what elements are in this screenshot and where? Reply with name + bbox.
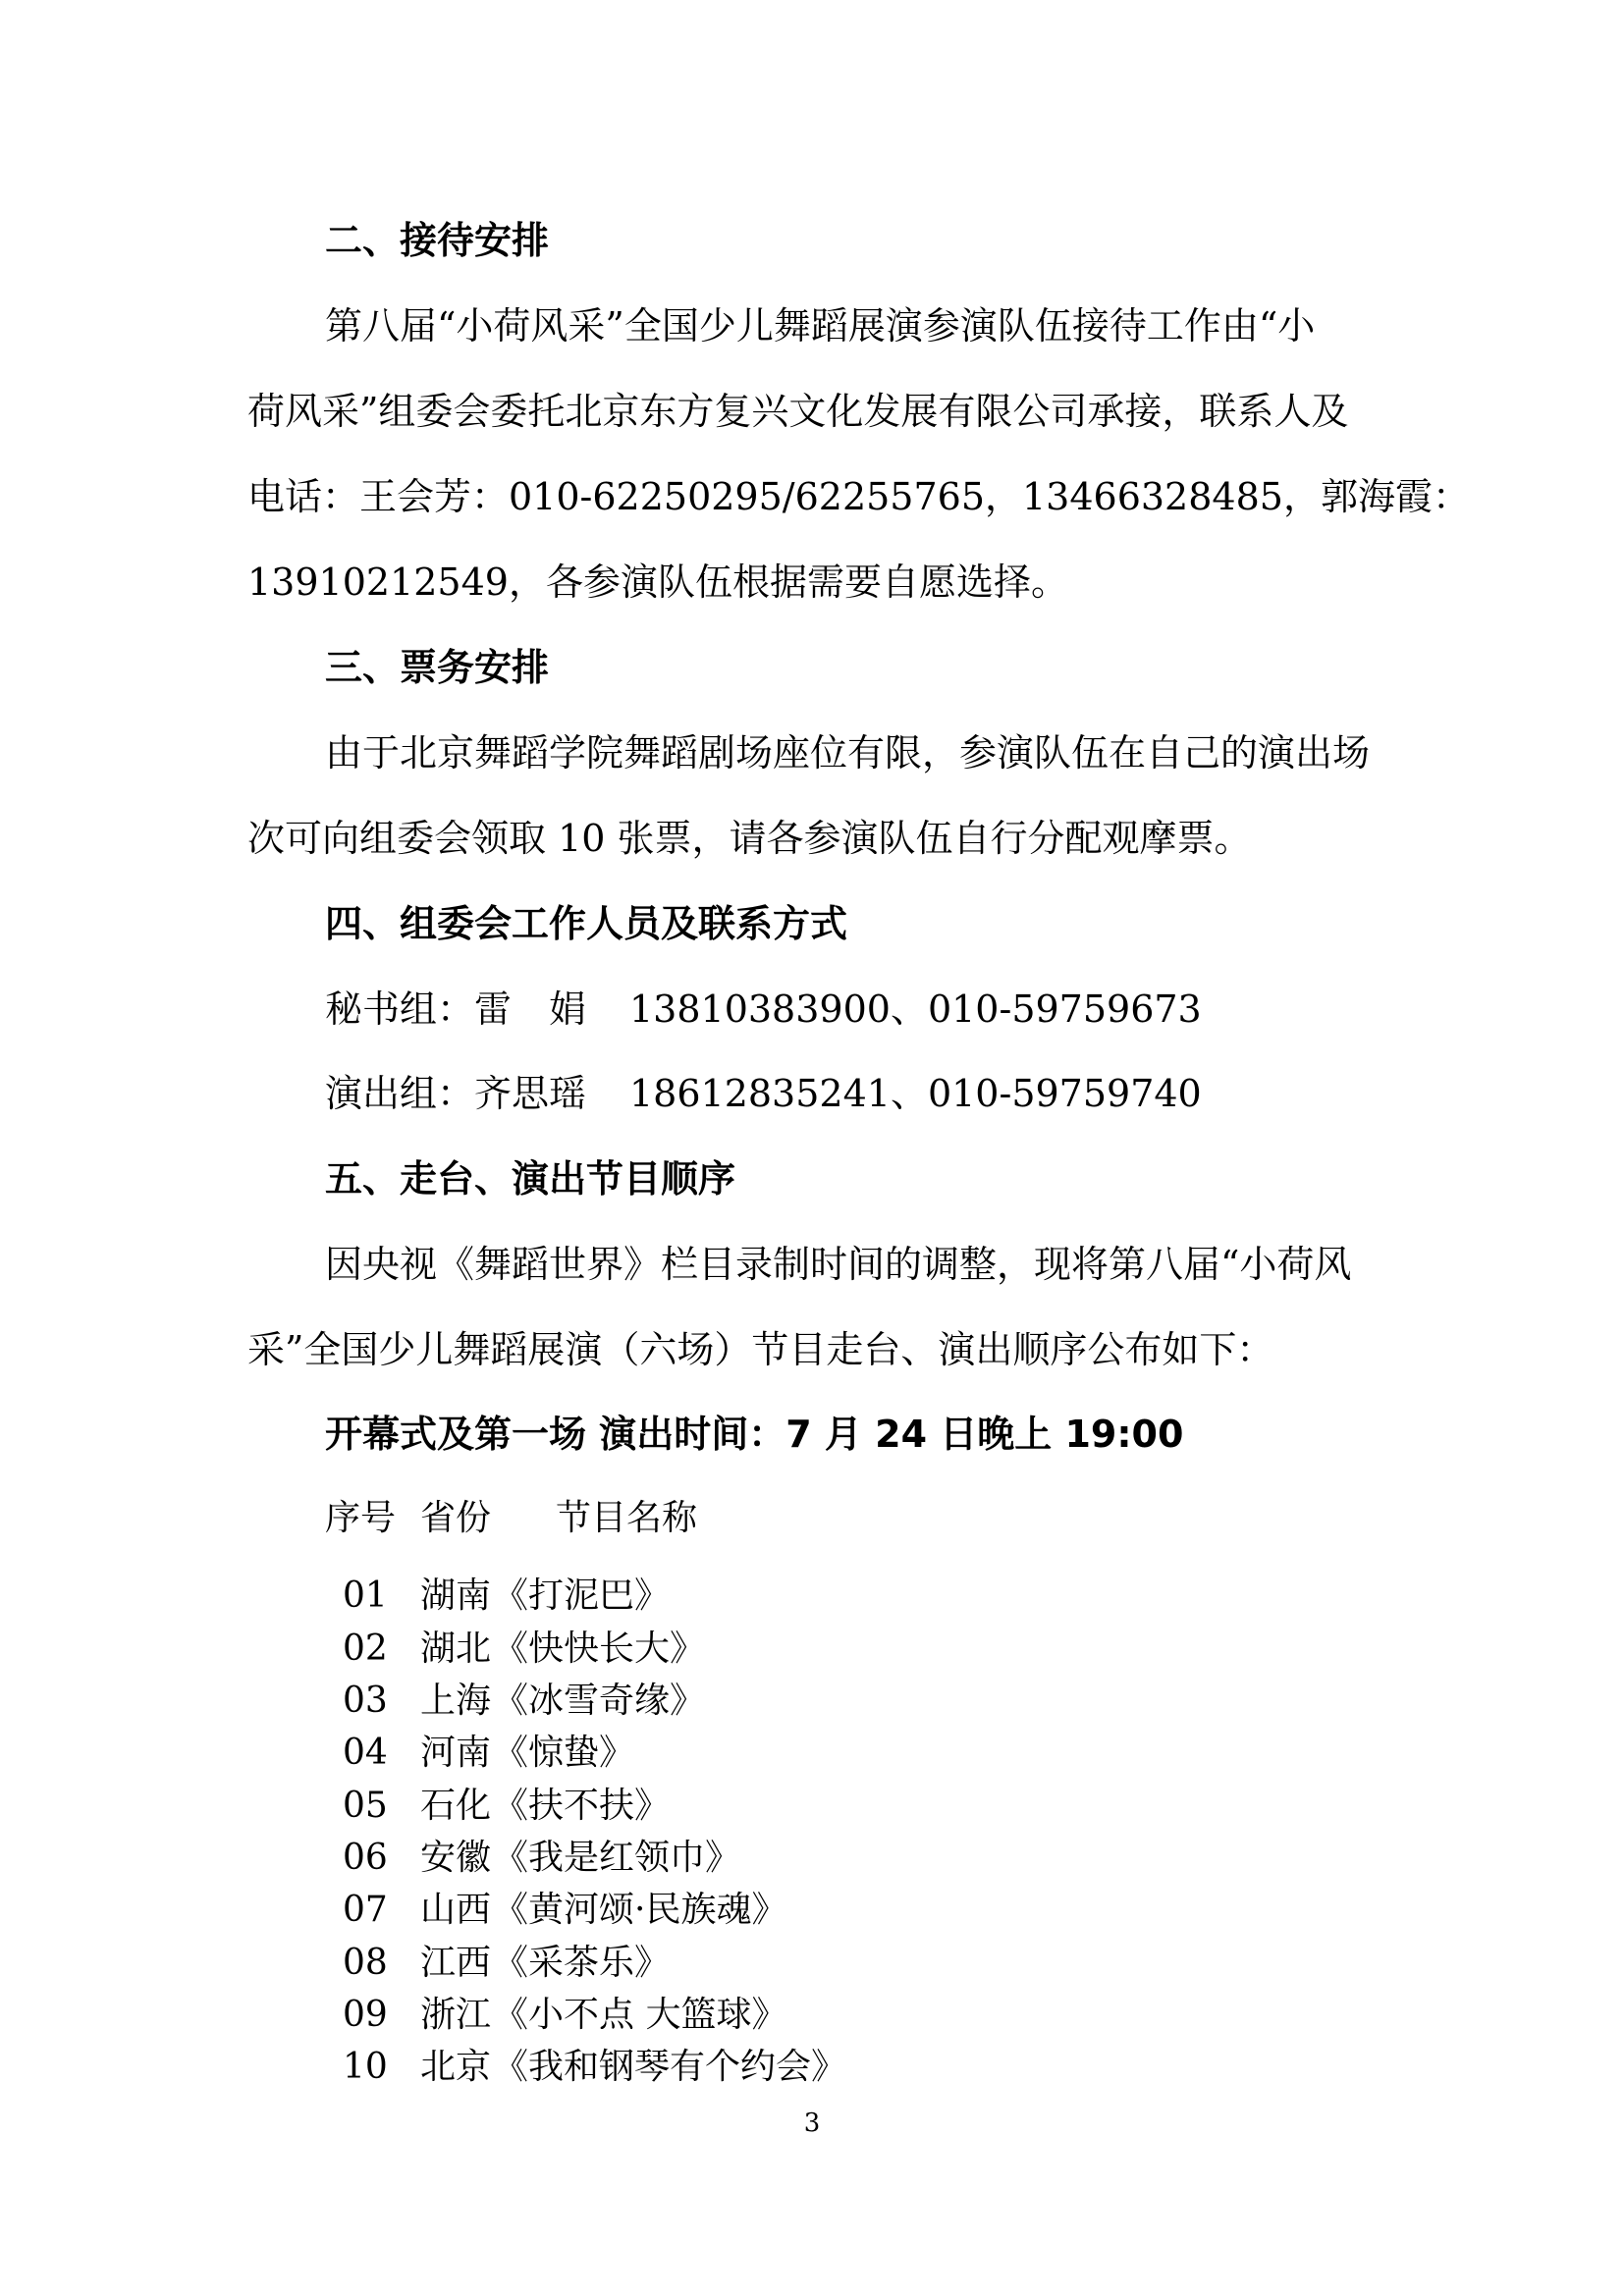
contact-performance: [325, 1071, 1202, 1116]
row-province: 湖南: [420, 1575, 492, 1616]
order-line-2: 采”全国少儿舞蹈展演（六场）节目走台、演出顺序公布如下：: [247, 1328, 1274, 1371]
row-no: 09: [343, 1995, 388, 2035]
order-line-1: 因央视《舞蹈世界》栏目录制时间的调整，现将第八届“小荷风: [325, 1243, 1352, 1286]
table-row: [0, 2046, 1624, 2089]
row-no: 08: [343, 1943, 388, 1983]
page-number: 3: [803, 2109, 821, 2138]
table-row: [0, 1994, 1624, 2037]
table-row: [0, 1785, 1624, 1828]
table-row: [0, 1837, 1624, 1880]
section-heading-reception: 二、接待安排: [325, 219, 550, 262]
row-no: 06: [343, 1838, 388, 1878]
row-no: 01: [343, 1575, 388, 1616]
row-title: 《小不点 大篮球》: [493, 1995, 787, 2035]
table-row: [0, 1942, 1624, 1985]
row-title: 《采茶乐》: [493, 1943, 671, 1983]
row-province: 石化: [420, 1786, 492, 1826]
tickets-line-2: 次可向组委会领取 10 张票，请各参演队伍自行分配观摩票。: [247, 817, 1252, 860]
header-province: 省份: [420, 1498, 492, 1538]
reception-line-1: 第八届“小荷风采”全国少儿舞蹈展演参演队伍接待工作由“小: [325, 304, 1316, 347]
table-row: [0, 1889, 1624, 1932]
row-province: 上海: [420, 1681, 492, 1721]
row-province: 安徽: [420, 1838, 492, 1878]
row-title: 《惊蛰》: [493, 1733, 635, 1773]
row-no: 10: [343, 2047, 388, 2087]
table-row: [0, 1680, 1624, 1723]
table-row: [0, 1732, 1624, 1775]
tickets-line-1: 由于北京舞蹈学院舞蹈剧场座位有限，参演队伍在自己的演出场: [325, 731, 1371, 774]
contact-phone: 13810383900、010-59759673: [629, 988, 1202, 1031]
header-no: 序号: [325, 1498, 397, 1538]
row-province: 山西: [420, 1890, 492, 1930]
contact-phone: 18612835241、010-59759740: [629, 1072, 1202, 1115]
row-no: 02: [343, 1629, 388, 1669]
section-heading-tickets: 三、票务安排: [325, 646, 550, 689]
contact-secretariat: [325, 987, 1202, 1032]
reception-line-4: 13910212549，各参演队伍根据需要自愿选择。: [247, 561, 1068, 604]
row-title: 《打泥巴》: [493, 1575, 671, 1616]
header-title: 节目名称: [556, 1498, 698, 1538]
contact-group: 演出组：齐思瑶: [325, 1072, 587, 1115]
section-heading-staff: 四、组委会工作人员及联系方式: [325, 902, 848, 945]
session-heading: 开幕式及第一场 演出时间：7 月 24 日晚上 19:00: [325, 1413, 1184, 1456]
row-province: 江西: [420, 1943, 492, 1983]
row-province: 北京: [420, 2047, 492, 2087]
row-title: 《我是红领巾》: [493, 1838, 741, 1878]
row-title: 《黄河颂·民族魂》: [493, 1890, 787, 1930]
table-row: [0, 1575, 1624, 1618]
row-no: 05: [343, 1786, 388, 1826]
row-no: 04: [343, 1733, 388, 1773]
row-title: 《我和钢琴有个约会》: [493, 2047, 847, 2087]
row-title: 《扶不扶》: [493, 1786, 671, 1826]
row-province: 河南: [420, 1733, 492, 1773]
reception-line-3: 电话：王会芳：010-62250295/62255765，13466328485，郭海霞：: [247, 475, 1470, 518]
row-no: 03: [343, 1681, 388, 1721]
row-no: 07: [343, 1890, 388, 1930]
reception-line-2: 荷风采”组委会委托北京东方复兴文化发展有限公司承接，联系人及: [247, 390, 1349, 433]
row-province: 湖北: [420, 1629, 492, 1669]
row-province: 浙江: [420, 1995, 492, 2035]
contact-group: 秘书组：雷 娟: [325, 988, 587, 1031]
section-heading-order: 五、走台、演出节目顺序: [325, 1157, 736, 1201]
table-row: [0, 1628, 1624, 1671]
row-title: 《快快长大》: [493, 1629, 706, 1669]
row-title: 《冰雪奇缘》: [493, 1681, 706, 1721]
